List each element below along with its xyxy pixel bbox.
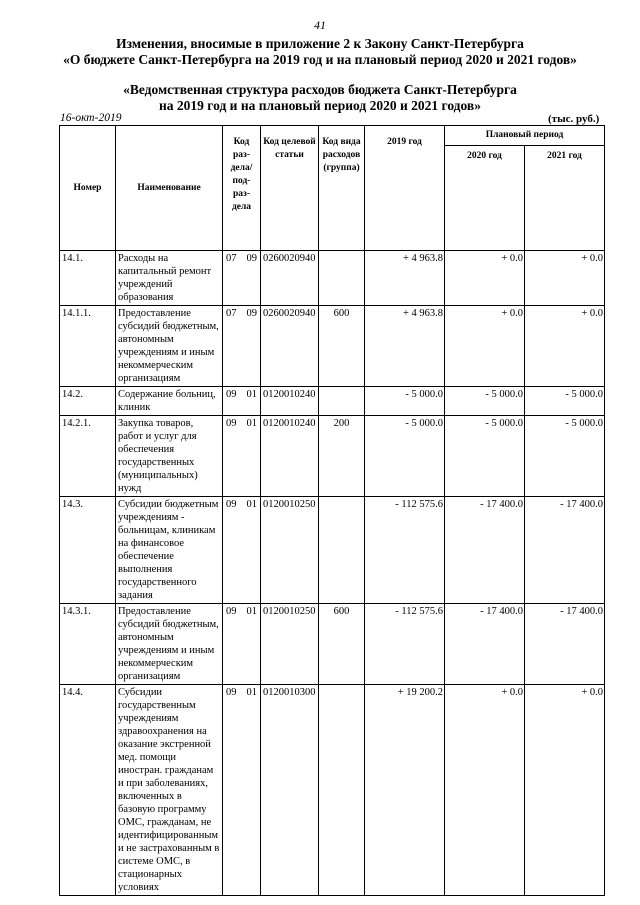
row-number: 14.1. (60, 251, 116, 306)
row-section: 07 09 (223, 251, 261, 306)
row-2019: - 5 000.0 (365, 416, 445, 497)
row-2021: - 17 400.0 (525, 497, 605, 604)
row-2021: - 5 000.0 (525, 387, 605, 416)
row-2021: + 0.0 (525, 685, 605, 896)
row-section: 09 01 (223, 387, 261, 416)
row-target-code: 0120010240 (261, 387, 319, 416)
row-2021: - 5 000.0 (525, 416, 605, 497)
row-name: Субсидии бюджетным учреждениям - больницам, клиникам на финансовое обеспечение выполнения государственного задания (116, 497, 223, 604)
row-section: 07 09 (223, 306, 261, 387)
row-number: 14.2. (60, 387, 116, 416)
row-2020: - 5 000.0 (445, 416, 525, 497)
row-2020: + 0.0 (445, 251, 525, 306)
row-number: 14.3. (60, 497, 116, 604)
row-number: 14.4. (60, 685, 116, 896)
row-section: 09 01 (223, 416, 261, 497)
row-number: 14.2.1. (60, 416, 116, 497)
row-2021: + 0.0 (525, 251, 605, 306)
row-2020: - 17 400.0 (445, 604, 525, 685)
row-expense-type: 200 (319, 416, 365, 497)
row-name: Содержание больниц, клиник (116, 387, 223, 416)
page-number: 41 (314, 18, 326, 32)
table-row (60, 306, 605, 387)
units-label: (тыс. руб.) (548, 113, 600, 125)
row-number: 14.3.1. (60, 604, 116, 685)
row-name: Закупка товаров, работ и услуг для обеспечения государственных (муниципальных) нужд (116, 416, 223, 497)
row-expense-type (319, 251, 365, 306)
row-target-code: 0260020940 (261, 251, 319, 306)
header-name: Наименование (116, 126, 223, 251)
row-target-code: 0120010250 (261, 497, 319, 604)
table-row (60, 685, 605, 896)
header-target: Код целевой статьи (261, 126, 319, 251)
table-row (60, 416, 605, 497)
row-2019: + 19 200.2 (365, 685, 445, 896)
row-section: 09 01 (223, 604, 261, 685)
table-row (60, 604, 605, 685)
document-title: Изменения, вносимые в приложение 2 к Закону Санкт-Петербурга «О бюджете Санкт-Петербурга на 2019 год и на плановый период 2020 и 2021 годов» (63, 36, 577, 67)
row-2021: + 0.0 (525, 306, 605, 387)
row-target-code: 0120010300 (261, 685, 319, 896)
row-name: Предоставление субсидий бюджетным, автономным учреждениям и иным некоммерческим организациям (116, 306, 223, 387)
table-row (60, 251, 605, 306)
row-2019: + 4 963.8 (365, 251, 445, 306)
header-2020: 2020 год (445, 146, 525, 251)
row-2020: - 17 400.0 (445, 497, 525, 604)
table-title: «Ведомственная структура расходов бюджета Санкт-Петербурга на 2019 год и на плановый период 2020 и 2021 годов» (123, 82, 517, 113)
row-section: 09 01 (223, 497, 261, 604)
header-number: Номер (60, 126, 116, 251)
document-date: 16-окт-2019 (60, 112, 122, 124)
row-2020: + 0.0 (445, 306, 525, 387)
header-section: Код раз-дела/ под-раз-дела (223, 126, 261, 251)
row-2019: - 5 000.0 (365, 387, 445, 416)
header-2021: 2021 год (525, 146, 605, 251)
row-2019: - 112 575.6 (365, 604, 445, 685)
header-2019: 2019 год (365, 126, 445, 251)
header-planned-period: Плановый период (445, 126, 605, 146)
row-name: Субсидии государственным учреждениям здравоохранения на оказание экстренной мед. помощи иностран. гражданам и при заболеваниях, включенных в базовую программу ОМС, гражданам, не идентифицированным и не застрахованным в системе ОМС, в стационарных условиях (116, 685, 223, 896)
row-section: 09 01 (223, 685, 261, 896)
table-row (60, 497, 605, 604)
row-expense-type: 600 (319, 306, 365, 387)
expenditure-table (59, 125, 605, 896)
row-expense-type (319, 387, 365, 416)
row-name: Расходы на капитальный ремонт учреждений образования (116, 251, 223, 306)
row-expense-type (319, 497, 365, 604)
row-expense-type: 600 (319, 604, 365, 685)
row-name: Предоставление субсидий бюджетным, автономным учреждениям и иным некоммерческим организациям (116, 604, 223, 685)
row-expense-type (319, 685, 365, 896)
row-target-code: 0260020940 (261, 306, 319, 387)
table-row (60, 387, 605, 416)
row-2019: + 4 963.8 (365, 306, 445, 387)
row-2021: - 17 400.0 (525, 604, 605, 685)
row-target-code: 0120010250 (261, 604, 319, 685)
row-2019: - 112 575.6 (365, 497, 445, 604)
row-2020: - 5 000.0 (445, 387, 525, 416)
row-target-code: 0120010240 (261, 416, 319, 497)
row-number: 14.1.1. (60, 306, 116, 387)
row-2020: + 0.0 (445, 685, 525, 896)
header-expense-type: Код вида расходов (группа) (319, 126, 365, 251)
